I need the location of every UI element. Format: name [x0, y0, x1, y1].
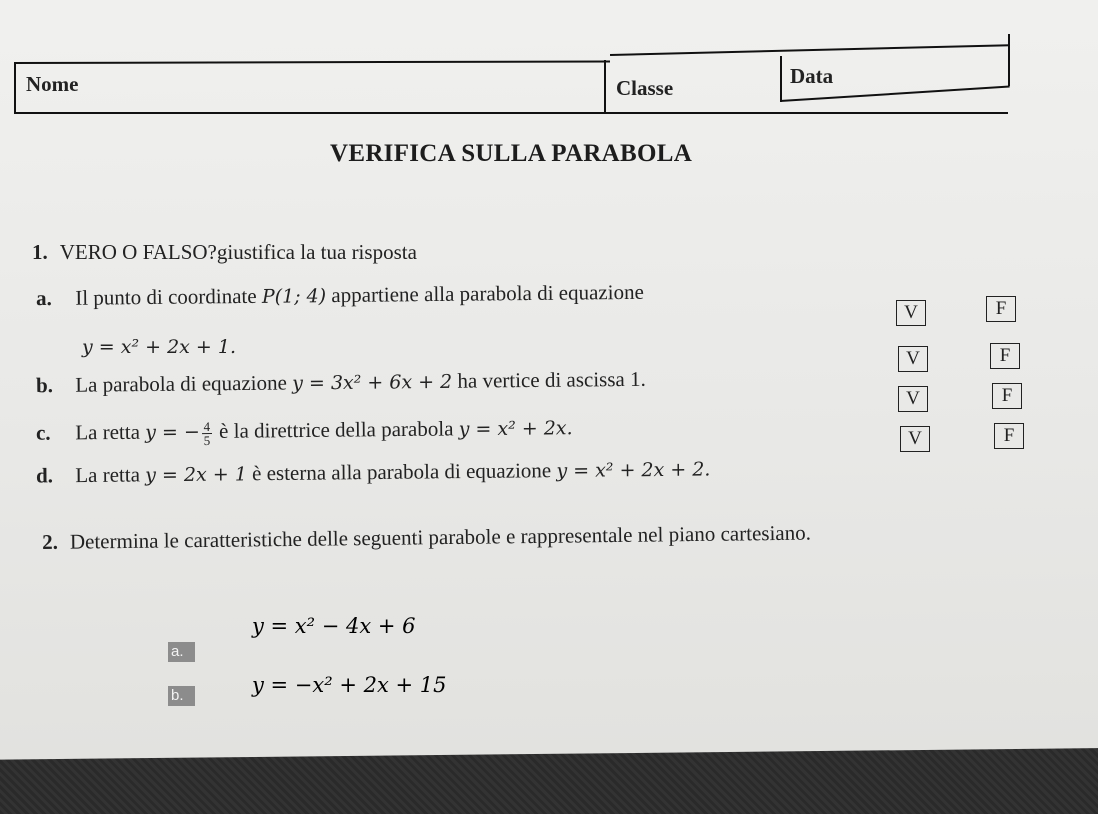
item-c-true-box[interactable]: V: [898, 386, 928, 412]
item-a-letter: a.: [35, 286, 52, 311]
item-b-text-before: La parabola di equazione: [75, 370, 288, 397]
question-2-number: 2.: [42, 529, 59, 554]
question-2-text: Determina le caratteristiche delle seguenti parabole e rappresentale nel piano cartesiano.: [69, 520, 812, 554]
item-d-line: y = 2x + 1: [145, 463, 247, 487]
header-top-line-left: [14, 60, 610, 64]
data-label: Data: [790, 64, 834, 88]
item-a-equation: y = x² + 2x + 1.: [82, 336, 236, 358]
item-b-true-box[interactable]: V: [898, 346, 928, 372]
item-d-false-box[interactable]: F: [994, 423, 1024, 449]
question-2-equation-b: y = −x² + 2x + 15: [252, 673, 447, 697]
item-c-line-prefix: y = −: [145, 421, 200, 444]
question-2-label-a: a.: [168, 642, 195, 662]
question-2-label-b: b.: [168, 686, 195, 706]
header-table: [14, 32, 1010, 114]
item-d-true-box[interactable]: V: [900, 426, 930, 452]
item-a-true-box[interactable]: V: [896, 300, 926, 326]
item-c-fraction-denominator: 5: [203, 432, 211, 448]
question-1-item-a-equation: [82, 334, 236, 359]
item-b-equation: y = 3x² + 6x + 2: [292, 370, 453, 395]
item-b-text-after: ha vertice di ascissa 1.: [457, 366, 646, 393]
classe-label: Classe: [616, 76, 674, 100]
question-1-heading: [32, 240, 417, 265]
item-c-false-box[interactable]: F: [992, 383, 1022, 409]
item-c-equation: y = x² + 2x.: [458, 417, 573, 441]
item-c-text-mid: è la direttrice della parabola: [218, 416, 454, 443]
page-title: VERIFICA SULLA PARABOLA: [330, 140, 693, 167]
header-bottom-line: [14, 112, 1008, 114]
item-c-fraction: [202, 420, 212, 447]
question-1-text: VERO O FALSO?giustifica la tua risposta: [59, 240, 417, 264]
item-d-text-before: La retta: [75, 462, 141, 488]
item-a-text-before: Il punto di coordinate: [75, 283, 257, 310]
header-divider-2: [780, 56, 782, 102]
question-2-equation-a: y = x² − 4x + 6: [252, 614, 416, 638]
question-1-number: 1.: [32, 240, 48, 264]
item-a-text-after: appartiene alla parabola di equazione: [331, 279, 644, 308]
header-left-border: [14, 62, 16, 114]
item-c-text-before: La retta: [75, 419, 141, 445]
item-d-letter: d.: [35, 463, 54, 488]
item-a-point: P(1; 4): [261, 285, 327, 308]
item-d-text-mid: è esterna alla parabola di equazione: [251, 458, 552, 486]
header-top-line-right: [610, 44, 1010, 56]
question-1-item-c: [36, 415, 573, 448]
item-a-false-box[interactable]: F: [986, 296, 1016, 322]
header-divider-1: [604, 60, 606, 114]
header-right-border: [1008, 34, 1010, 86]
nome-label: Nome: [26, 72, 79, 96]
item-d-equation: y = x² + 2x + 2.: [556, 458, 711, 483]
item-b-letter: b.: [35, 373, 54, 398]
item-b-false-box[interactable]: F: [990, 343, 1020, 369]
item-c-fraction-numerator: 4: [203, 418, 211, 434]
item-c-letter: c.: [35, 420, 51, 445]
